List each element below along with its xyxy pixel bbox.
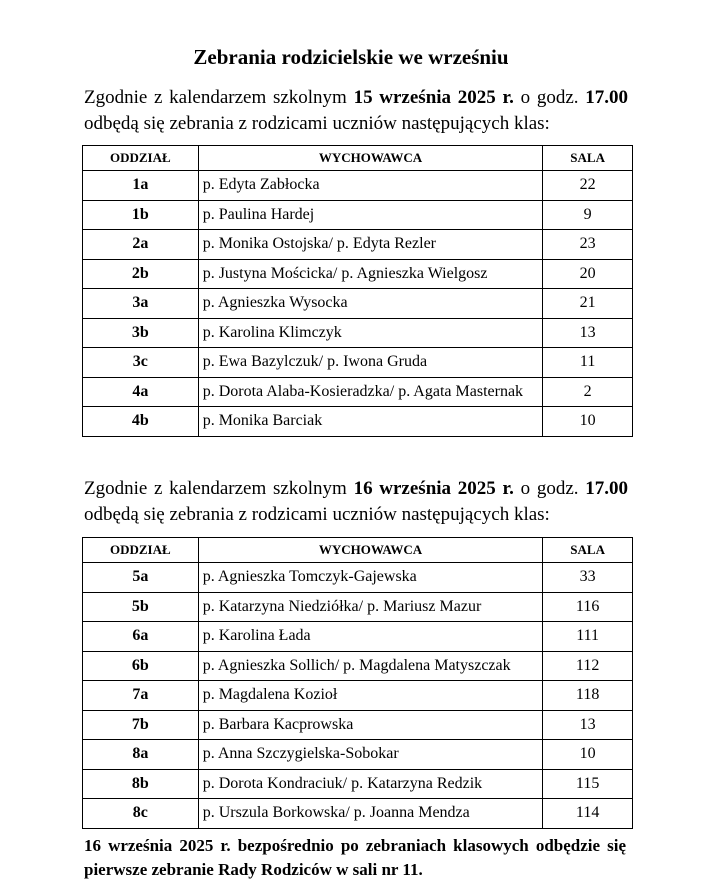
table-row: [83, 592, 633, 622]
table-row: [83, 769, 633, 799]
class-cell: 8a: [83, 740, 199, 770]
header-sala: SALA: [543, 538, 633, 563]
room-cell: 9: [543, 200, 633, 230]
room-cell: 111: [543, 622, 633, 652]
intro-paragraph-2: [84, 476, 628, 528]
table-header-row: [83, 538, 633, 563]
intro-line-1: [84, 476, 628, 502]
table-row: [83, 259, 633, 289]
room-cell: 10: [543, 407, 633, 437]
class-cell: 8b: [83, 769, 199, 799]
teacher-cell: p. Justyna Mościcka/ p. Agnieszka Wielgosz: [198, 259, 543, 289]
class-cell: 7b: [83, 710, 199, 740]
teacher-cell: p. Monika Barciak: [198, 407, 543, 437]
teacher-cell: p. Urszula Borkowska/ p. Joanna Mendza: [198, 799, 543, 829]
table-row: [83, 348, 633, 378]
table-row: [83, 681, 633, 711]
room-cell: 33: [543, 563, 633, 593]
teacher-cell: p. Dorota Kondraciuk/ p. Katarzyna Redzik: [198, 769, 543, 799]
class-cell: 7a: [83, 681, 199, 711]
header-oddzial: ODDZIAŁ: [83, 538, 199, 563]
class-cell: 3a: [83, 289, 199, 319]
class-cell: 6a: [83, 622, 199, 652]
room-cell: 22: [543, 171, 633, 201]
class-cell: 3b: [83, 318, 199, 348]
intro-prefix: Zgodnie z kalendarzem szkolnym: [84, 87, 354, 108]
teacher-cell: p. Agnieszka Sollich/ p. Magdalena Matyszczak: [198, 651, 543, 681]
room-cell: 115: [543, 769, 633, 799]
class-cell: 2a: [83, 230, 199, 260]
table-row: [83, 651, 633, 681]
class-cell: 4a: [83, 377, 199, 407]
teacher-cell: p. Katarzyna Niedziółka/ p. Mariusz Mazur: [198, 592, 543, 622]
meeting-time: 17.00: [585, 87, 629, 108]
class-cell: 3c: [83, 348, 199, 378]
table-row: [83, 377, 633, 407]
room-cell: 116: [543, 592, 633, 622]
table-row: [83, 230, 633, 260]
intro-paragraph-1: [84, 85, 628, 137]
teacher-cell: p. Barbara Kacprowska: [198, 710, 543, 740]
classes-table-1: [82, 145, 633, 437]
header-wychowawca: WYCHOWAWCA: [198, 146, 543, 171]
table-row: [83, 407, 633, 437]
teacher-cell: p. Karolina Klimczyk: [198, 318, 543, 348]
intro-line-2: odbędą się zebrania z rodzicami uczniów następujących klas:: [84, 113, 550, 134]
table-row: [83, 171, 633, 201]
room-cell: 13: [543, 318, 633, 348]
table-header-row: [83, 146, 633, 171]
table-row: [83, 710, 633, 740]
room-cell: 23: [543, 230, 633, 260]
parents-council-note: 16 września 2025 r. bezpośrednio po zebraniach klasowych odbędzie się pierwsze zebranie Rady Rodziców w sali nr 11.: [84, 836, 626, 879]
teacher-cell: p. Magdalena Kozioł: [198, 681, 543, 711]
room-cell: 13: [543, 710, 633, 740]
class-cell: 8c: [83, 799, 199, 829]
teacher-cell: p. Monika Ostojska/ p. Edyta Rezler: [198, 230, 543, 260]
class-cell: 5a: [83, 563, 199, 593]
teacher-cell: p. Edyta Zabłocka: [198, 171, 543, 201]
header-sala: SALA: [543, 146, 633, 171]
header-wychowawca: WYCHOWAWCA: [198, 538, 543, 563]
table-row: [83, 622, 633, 652]
room-cell: 20: [543, 259, 633, 289]
teacher-cell: p. Agnieszka Wysocka: [198, 289, 543, 319]
page-title: Zebrania rodzicielskie we wrześniu: [193, 45, 509, 69]
intro-prefix: Zgodnie z kalendarzem szkolnym: [84, 478, 354, 499]
class-cell: 4b: [83, 407, 199, 437]
meeting-time: 17.00: [585, 478, 629, 499]
table-row: [83, 799, 633, 829]
intro-middle: o godz.: [513, 87, 586, 108]
teacher-cell: p. Dorota Alaba-Kosieradzka/ p. Agata Masternak: [198, 377, 543, 407]
teacher-cell: p. Anna Szczygielska-Sobokar: [198, 740, 543, 770]
class-cell: 2b: [83, 259, 199, 289]
meeting-date: 16 września 2025 r.: [353, 478, 514, 499]
table-row: [83, 563, 633, 593]
class-cell: 6b: [83, 651, 199, 681]
header-oddzial: ODDZIAŁ: [83, 146, 199, 171]
room-cell: 114: [543, 799, 633, 829]
intro-middle: o godz.: [513, 478, 586, 499]
room-cell: 21: [543, 289, 633, 319]
intro-line-1: [84, 85, 628, 111]
class-cell: 1b: [83, 200, 199, 230]
table-row: [83, 318, 633, 348]
table-row: [83, 200, 633, 230]
classes-table-2: [82, 537, 633, 829]
teacher-cell: p. Karolina Łada: [198, 622, 543, 652]
meeting-date: 15 września 2025 r.: [353, 87, 514, 108]
room-cell: 2: [543, 377, 633, 407]
class-cell: 1a: [83, 171, 199, 201]
class-cell: 5b: [83, 592, 199, 622]
intro-line-2: odbędą się zebrania z rodzicami uczniów następujących klas:: [84, 504, 550, 525]
table-row: [83, 289, 633, 319]
teacher-cell: p. Paulina Hardej: [198, 200, 543, 230]
room-cell: 10: [543, 740, 633, 770]
teacher-cell: p. Ewa Bazylczuk/ p. Iwona Gruda: [198, 348, 543, 378]
teacher-cell: p. Agnieszka Tomczyk-Gajewska: [198, 563, 543, 593]
room-cell: 112: [543, 651, 633, 681]
room-cell: 11: [543, 348, 633, 378]
room-cell: 118: [543, 681, 633, 711]
table-row: [83, 740, 633, 770]
